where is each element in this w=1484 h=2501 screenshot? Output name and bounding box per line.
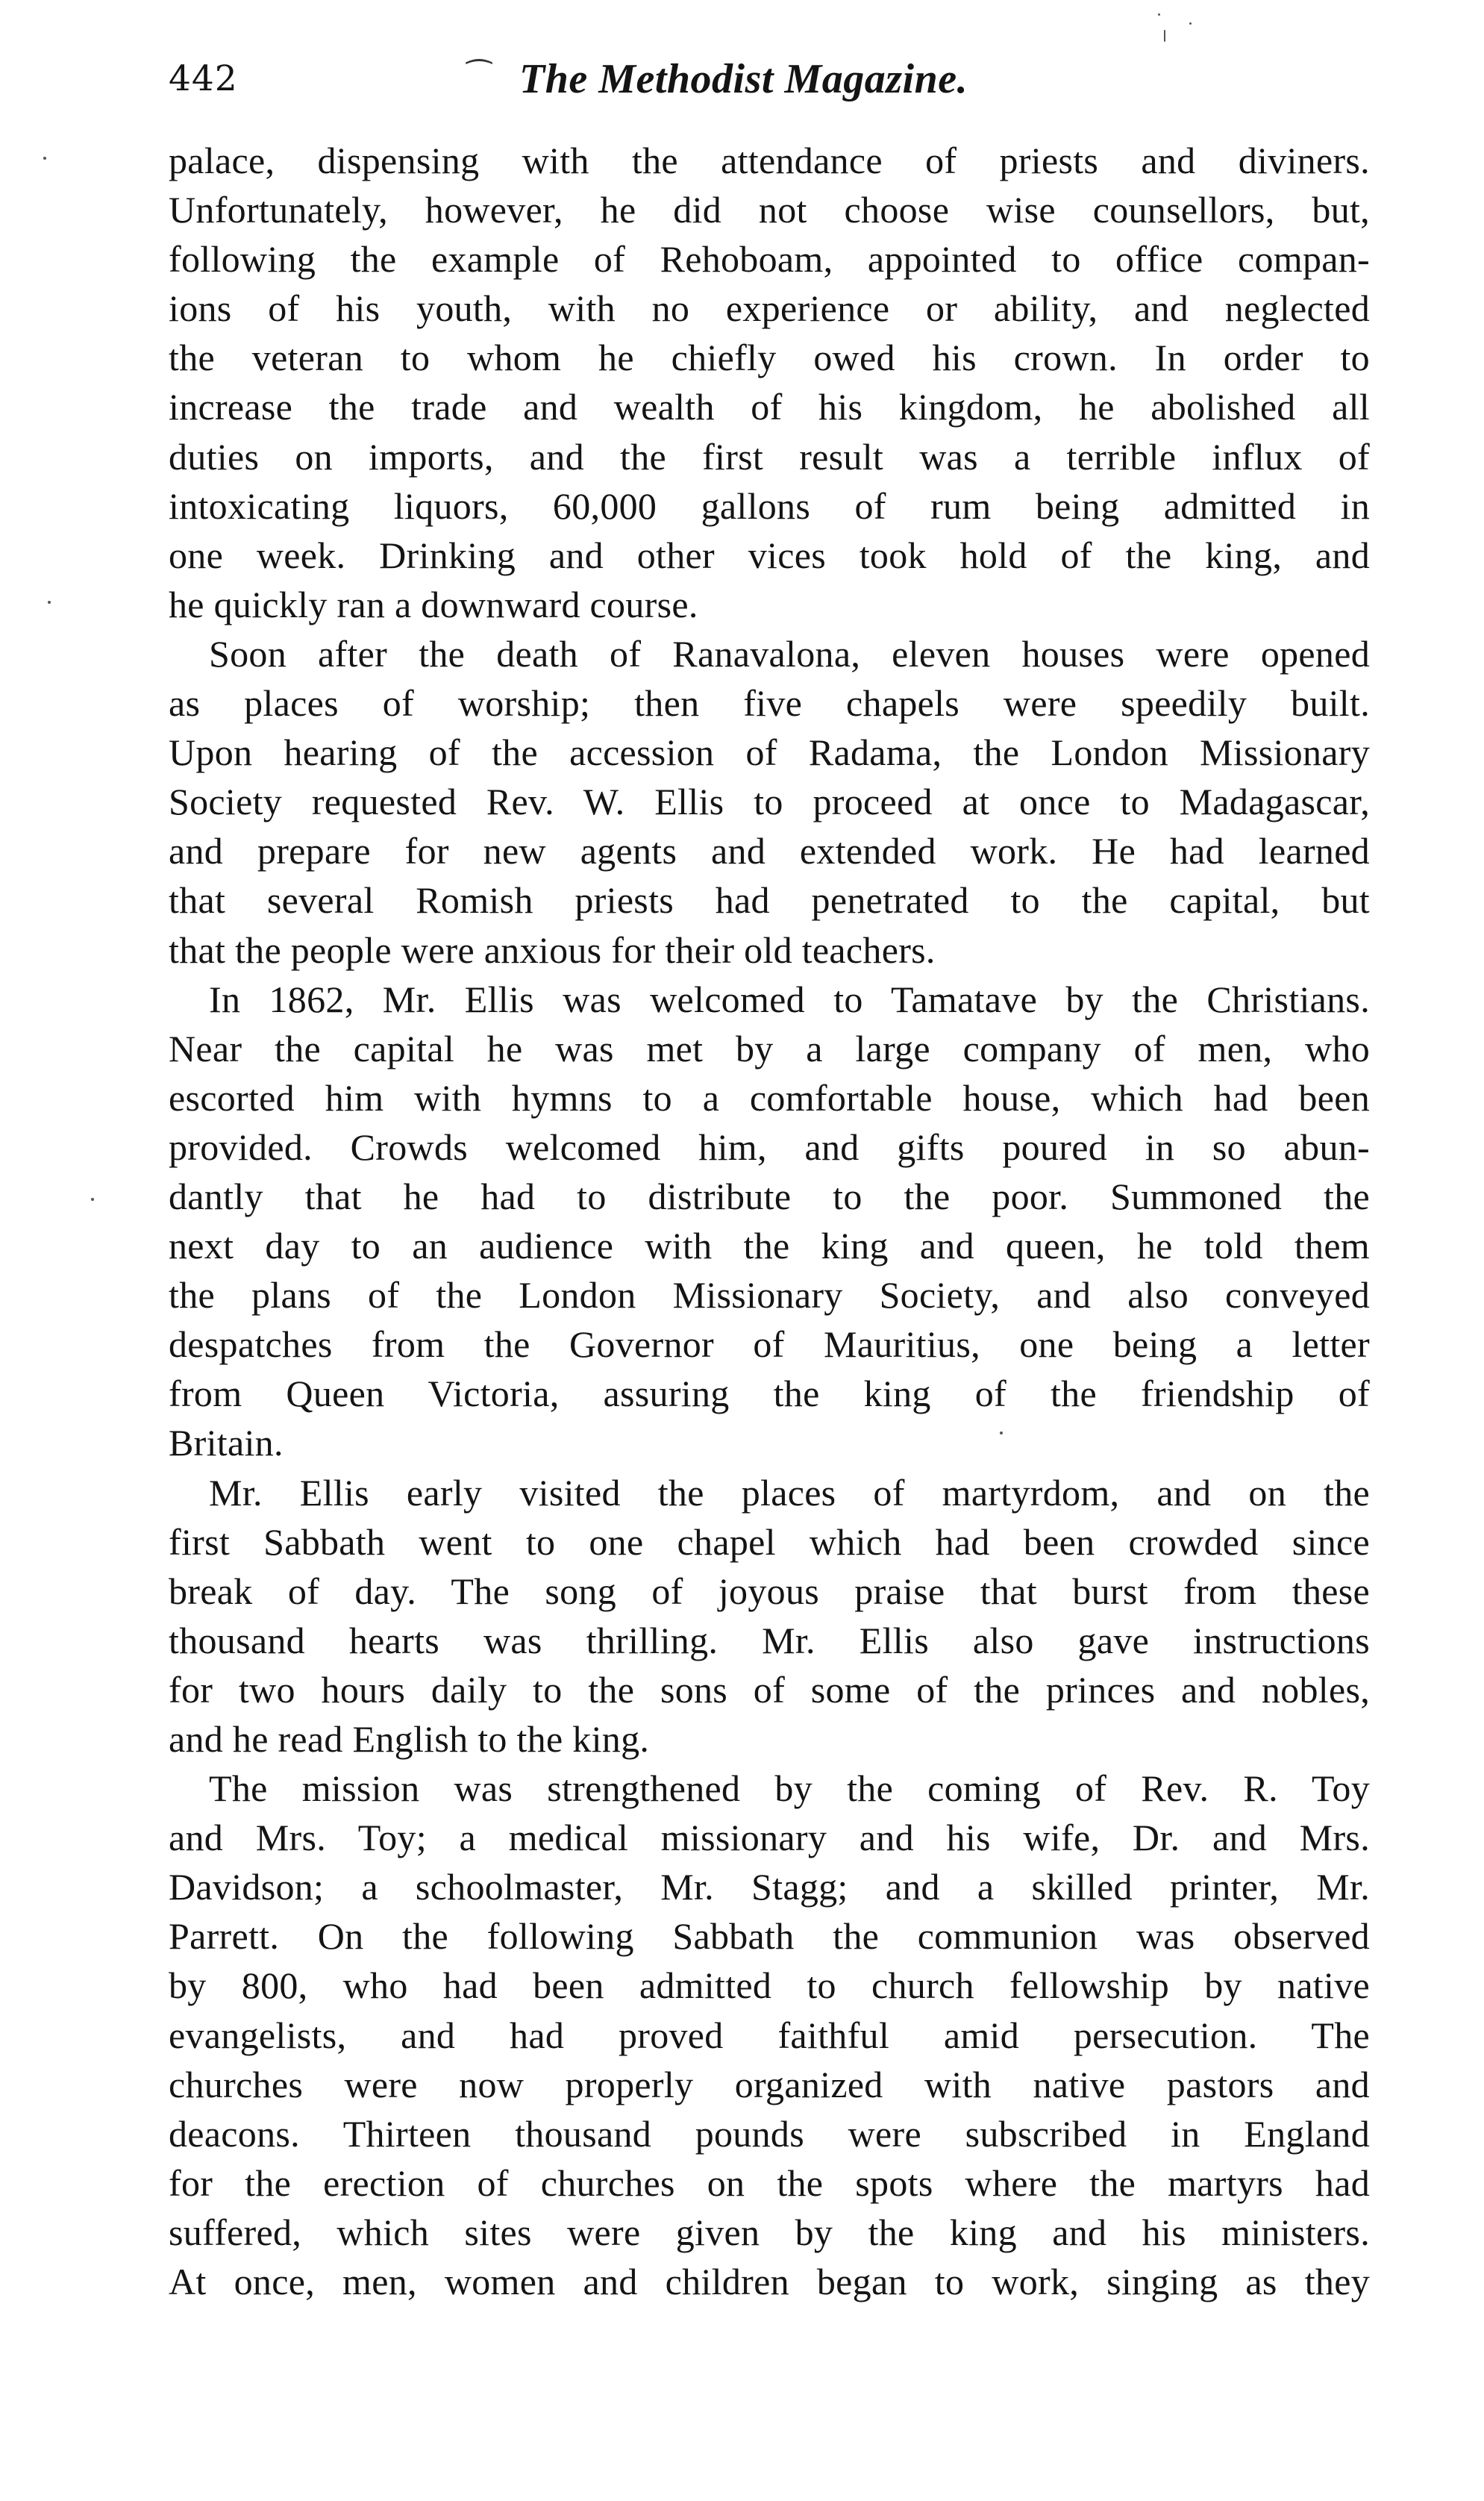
text-line: In 1862, Mr. Ellis was welcomed to Tamatave by the Christians. [209,978,1370,1020]
ink-speck [1189,22,1192,25]
page-number: 442 [169,58,238,99]
text-line: duties on imports, and the first result was a terrible influx of [169,435,1370,478]
text-line: and he read English to the king. [169,1718,650,1760]
text-line: Mr. Ellis early visited the places of martyrdom, and on the [209,1471,1370,1514]
text-line: and Mrs. Toy; a medical missionary and his wife, Dr. and Mrs. [169,1817,1370,1859]
ink-speck [43,157,46,160]
text-line: provided. Crowds welcomed him, and gifts poured in so abun- [169,1125,1370,1168]
text-line: and prepare for new agents and extended work. He had learned [169,830,1370,872]
running-head [169,43,1370,110]
text-line: dantly that he had to distribute to the poor. Summoned the [169,1175,1370,1217]
body-text [169,136,1370,2306]
ink-speck [91,1198,94,1201]
journal-title: The Methodist Magazine. [519,56,968,102]
text-line: first Sabbath went to one chapel which had been crowded since [169,1520,1370,1563]
text-line: that the people were anxious for their old teachers. [169,928,936,971]
text-line: he quickly ran a downward course. [169,583,698,625]
text-line: by 800, who had been admitted to church fellowship by native [169,1964,1370,2007]
paragraph [169,1764,1370,2306]
text-line: Britain. [169,1422,284,1464]
text-line: Unfortunately, however, he did not choose wise counsellors, but, [169,189,1370,231]
text-line: as places of worship; then five chapels were speedily built. [169,682,1370,725]
ink-speck [1164,30,1165,42]
text-line: escorted him with hymns to a comfortable house, which had been [169,1076,1370,1119]
text-line: At once, men, women and children began to work, singing as they [169,2261,1370,2303]
text-line: thousand hearts was thrilling. Mr. Ellis also gave instructions [169,1619,1370,1661]
text-line: increase the trade and wealth of his kingdom, he abolished all [169,386,1370,428]
text-line: The mission was strengthened by the coming of Rev. R. Toy [209,1767,1370,1810]
text-line: Near the capital he was met by a large company of men, who [169,1027,1370,1070]
text-line: following the example of Rehoboam, appointed to office compan- [169,238,1370,281]
text-line: for the erection of churches on the spots where the martyrs had [169,2161,1370,2204]
text-line: one week. Drinking and other vices took hold of the king, and [169,534,1370,576]
text-line: intoxicating liquors, 60,000 gallons of rum being admitted in [169,484,1370,527]
paragraph [169,975,1370,1468]
text-line: palace, dispensing with the attendance of priests and diviners. [169,140,1370,181]
text-line: churches were now properly organized with native pastors and [169,2063,1370,2105]
text-line: evangelists, and had proved faithful amid persecution. The [169,2014,1370,2056]
text-line: the plans of the London Missionary Society, and also conveyed [169,1274,1370,1317]
text-line: Upon hearing of the accession of Radama, the London Missionary [169,731,1370,774]
paragraph [169,1468,1370,1764]
ink-speck [48,601,51,604]
text-line: the veteran to whom he chiefly owed his crown. In order to [169,337,1370,379]
text-line: Soon after the death of Ranavalona, eleven houses were opened [209,632,1370,675]
text-line: ions of his youth, with no experience or ability, and neglected [169,287,1370,330]
header-dash: ⁀ [467,60,492,94]
ink-speck [1158,13,1160,16]
text-line: next day to an audience with the king and queen, he told them [169,1225,1370,1267]
text-line: break of day. The song of joyous praise that burst from these [169,1570,1370,1612]
paragraph [169,629,1370,975]
paragraph [169,136,1370,629]
text-line: despatches from the Governor of Mauritius, one being a letter [169,1323,1370,1366]
text-line: Society requested Rev. W. Ellis to proceed at once to Madagascar, [169,781,1370,823]
text-line: that several Romish priests had penetrated to the capital, but [169,879,1370,922]
text-line: deacons. Thirteen thousand pounds were subscribed in England [169,2112,1370,2155]
text-line: Parrett. On the following Sabbath the communion was observed [169,1915,1370,1958]
text-line: from Queen Victoria, assuring the king of the friendship of [169,1373,1370,1415]
text-line: Davidson; a schoolmaster, Mr. Stagg; and a skilled printer, Mr. [169,1866,1370,1908]
text-line: for two hours daily to the sons of some of the princes and nobles, [169,1668,1370,1711]
text-line: suffered, which sites were given by the king and his ministers. [169,2211,1370,2253]
